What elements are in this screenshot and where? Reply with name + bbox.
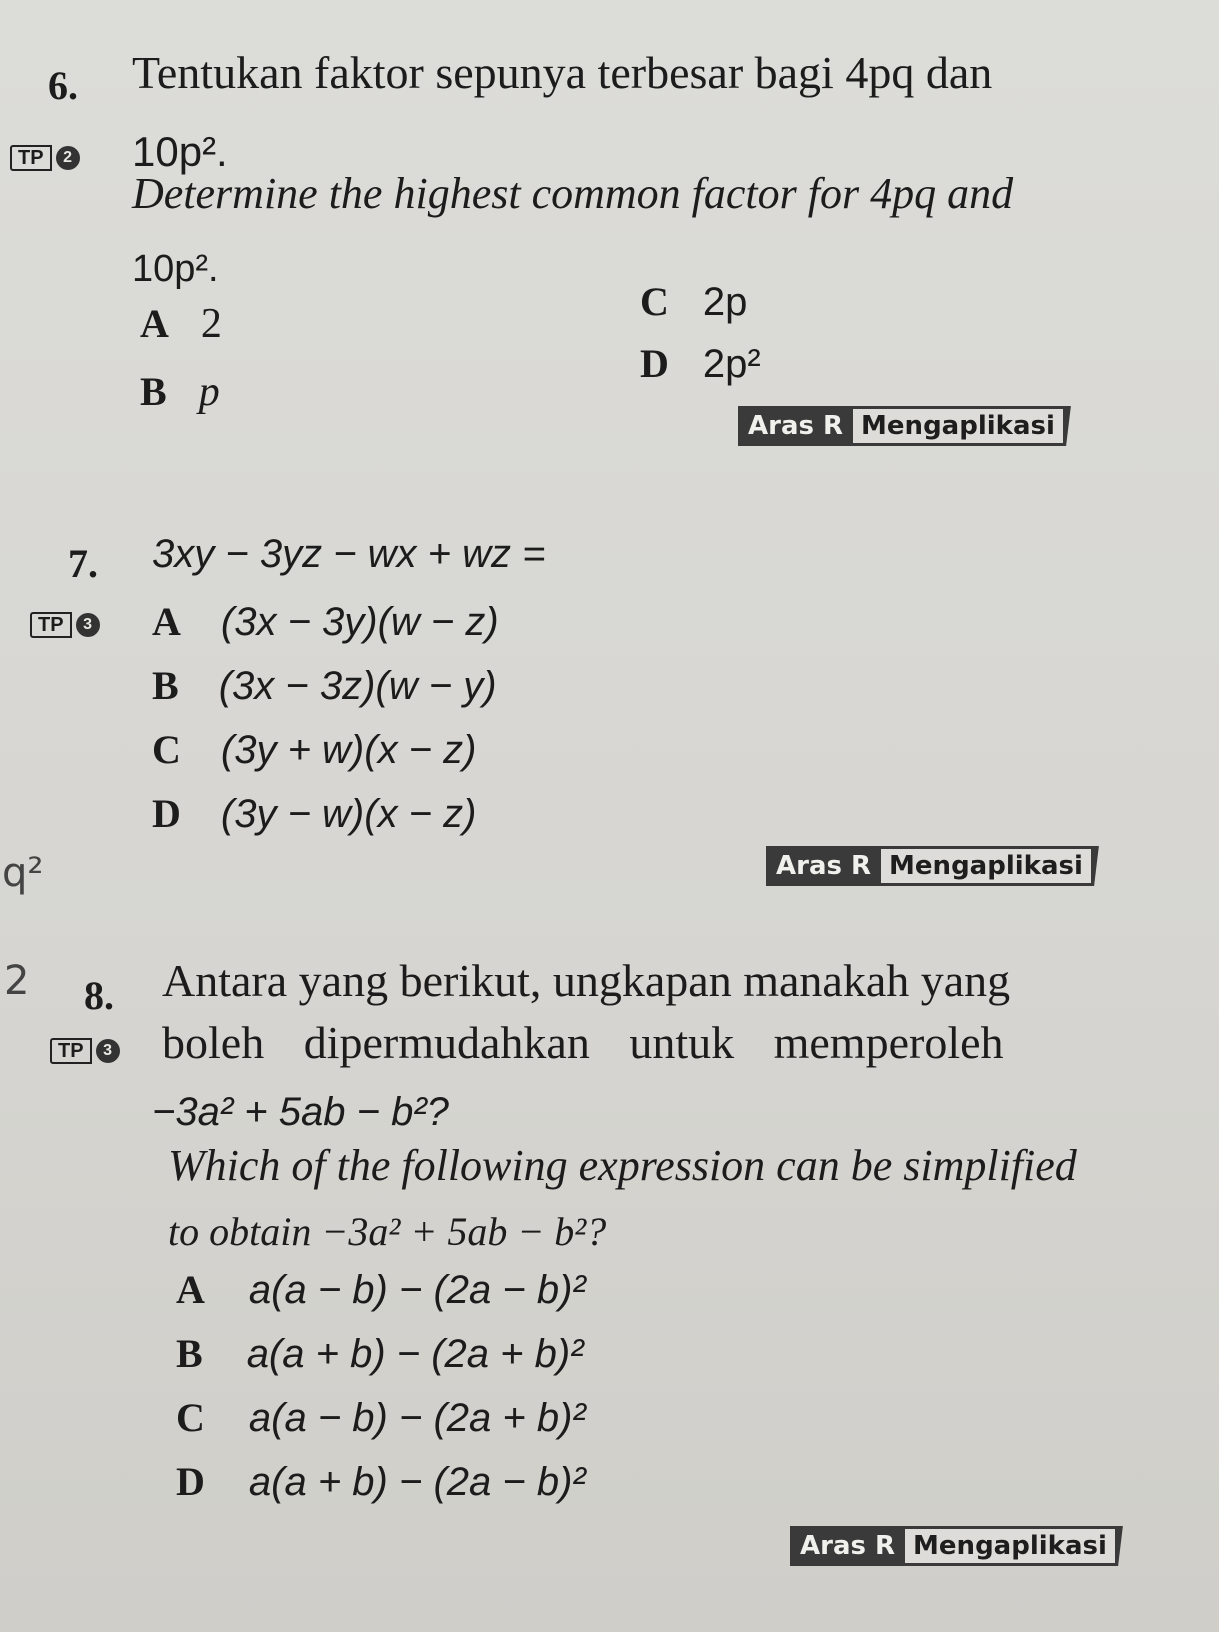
- q6-english-line2: 10p².: [132, 248, 219, 290]
- option-letter: C: [152, 727, 181, 772]
- q8-option-c: [176, 1394, 586, 1441]
- q6-number: 6.: [48, 63, 78, 108]
- option-letter: C: [640, 279, 669, 324]
- q8-english-line2: to obtain −3a² + 5ab − b²?: [168, 1209, 607, 1254]
- option-text: 2: [200, 301, 222, 347]
- q6-option-c: [640, 278, 747, 325]
- badge-level: Aras R: [738, 406, 853, 446]
- q8-english-line1: Which of the following expression can be simplified: [168, 1141, 1077, 1190]
- q7-option-d: [152, 790, 476, 837]
- option-text: p: [198, 369, 220, 415]
- badge-text: Mengaplikasi: [881, 846, 1091, 886]
- q6-malay-line1: Tentukan faktor sepunya terbesar bagi 4pq dan: [132, 47, 993, 98]
- option-letter: D: [640, 341, 669, 386]
- option-letter: D: [176, 1459, 205, 1504]
- tp-level: 2: [56, 146, 80, 170]
- q6-option-a: [140, 300, 222, 348]
- q8-tp-tag: [50, 1038, 120, 1064]
- badge-tail: [1115, 1526, 1123, 1566]
- q6-english-line1: Determine the highest common factor for 4pq and: [132, 169, 1014, 218]
- margin-note-1: q²: [2, 850, 44, 896]
- badge-level: Aras R: [766, 846, 881, 886]
- option-text: 2p²: [702, 342, 761, 386]
- q7-option-a: [152, 598, 499, 645]
- q7-option-b: [152, 662, 497, 709]
- option-text: a(a + b) − (2a + b)²: [246, 1332, 584, 1376]
- option-letter: B: [152, 663, 179, 708]
- tp-label: TP: [10, 145, 52, 171]
- option-text: (3y − w)(x − z): [220, 792, 477, 836]
- q8-malay-line2: boleh dipermudahkan untuk memperoleh: [162, 1017, 1004, 1068]
- q8-number: 8.: [84, 973, 114, 1018]
- badge-level: Aras R: [790, 1526, 905, 1566]
- q8-level-badge: [790, 1526, 1123, 1566]
- q7-level-badge: [766, 846, 1099, 886]
- option-letter: A: [140, 301, 169, 346]
- option-letter: B: [140, 369, 167, 414]
- tp-level: 3: [76, 613, 100, 637]
- option-letter: D: [152, 791, 181, 836]
- option-letter: B: [176, 1331, 203, 1376]
- q8-option-b: [176, 1330, 584, 1377]
- q6-option-b: [140, 368, 220, 416]
- tp-label: TP: [30, 612, 72, 638]
- badge-tail: [1063, 406, 1071, 446]
- q6-option-d: [640, 340, 761, 387]
- q6-level-badge: [738, 406, 1071, 446]
- tp-label: TP: [50, 1038, 92, 1064]
- q6-malay-line2: 10p².: [132, 128, 228, 175]
- q7-number: 7.: [68, 541, 98, 586]
- option-text: (3x − 3y)(w − z): [220, 600, 499, 644]
- q7-tp-tag: [30, 612, 100, 638]
- margin-note-2: 2: [4, 958, 30, 1004]
- option-text: a(a − b) − (2a + b)²: [248, 1396, 586, 1440]
- badge-tail: [1091, 846, 1099, 886]
- q6-tp-tag: [10, 145, 80, 171]
- option-text: (3y + w)(x − z): [220, 728, 477, 772]
- q7-expression: 3xy − 3yz − wx + wz =: [152, 532, 546, 576]
- q7-option-c: [152, 726, 476, 773]
- option-text: a(a + b) − (2a − b)²: [248, 1460, 586, 1504]
- badge-text: Mengaplikasi: [905, 1526, 1115, 1566]
- q8-option-a: [176, 1266, 586, 1313]
- option-letter: A: [176, 1267, 205, 1312]
- q8-option-d: [176, 1458, 586, 1505]
- option-text: 2p: [702, 280, 748, 324]
- badge-text: Mengaplikasi: [853, 406, 1063, 446]
- tp-level: 3: [96, 1039, 120, 1063]
- q8-malay-line3: −3a² + 5ab − b²?: [152, 1090, 449, 1134]
- option-text: a(a − b) − (2a − b)²: [248, 1268, 586, 1312]
- option-letter: A: [152, 599, 181, 644]
- q8-malay-line1: Antara yang berikut, ungkapan manakah yang: [162, 955, 1011, 1006]
- option-letter: C: [176, 1395, 205, 1440]
- option-text: (3x − 3z)(w − y): [218, 664, 497, 708]
